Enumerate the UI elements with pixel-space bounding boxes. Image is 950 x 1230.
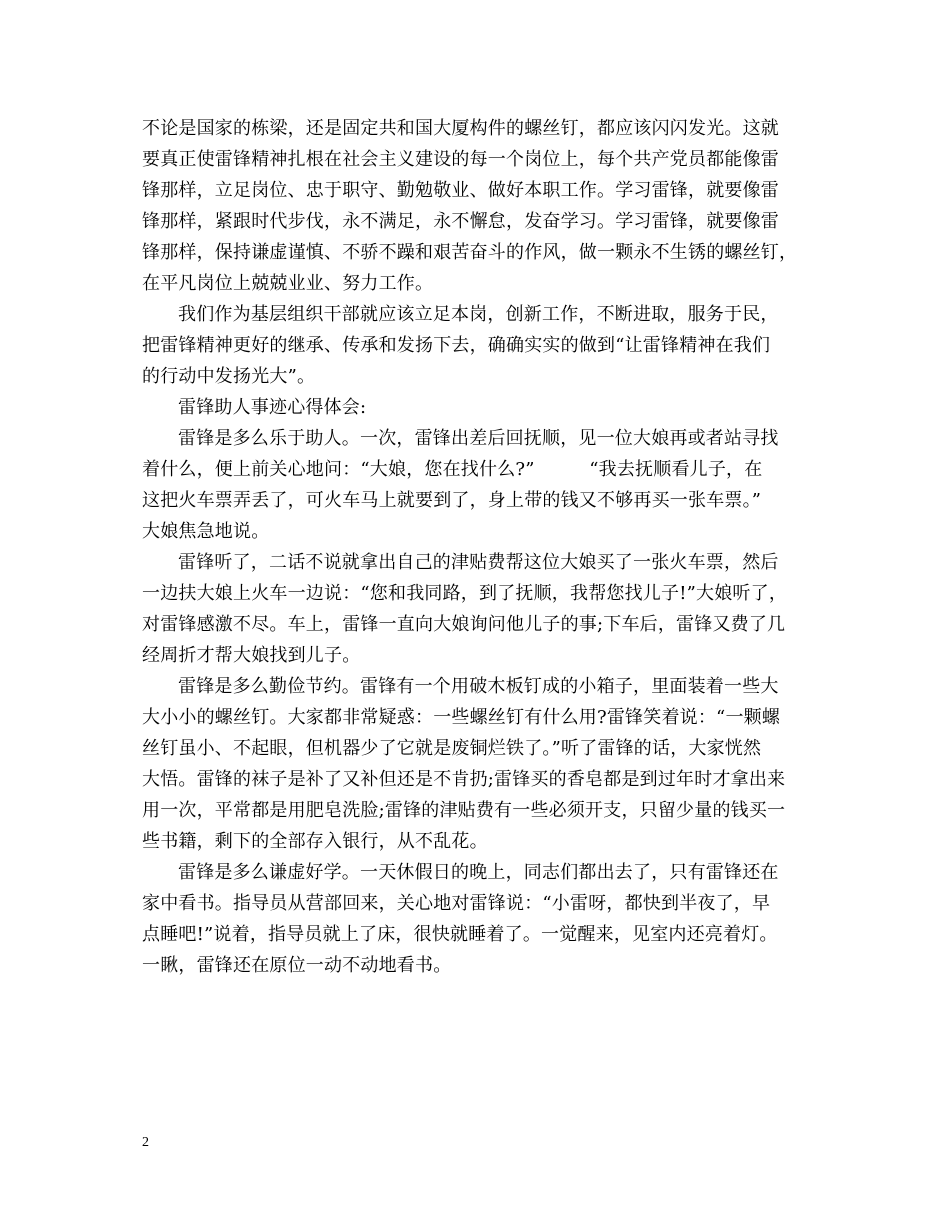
text-line: 要真正使雷锋精神扎根在社会主义建设的每一个岗位上，每个共产党员都能像雷 (142, 149, 779, 170)
text-line: 着什么，便上前关心地问：“大娘，您在找什么?” “我去抚顺看儿子，在 (142, 459, 763, 480)
paragraph-first-line: 雷锋是多么勤俭节约。雷锋有一个用破木板钉成的小箱子，里面装着一些大 (178, 676, 779, 697)
text-line: 锋那样，紧跟时代步伐，永不满足，永不懈怠，发奋学习。学习雷锋，就要像雷 (142, 211, 779, 232)
text-line: 的行动中发扬光大”。 (142, 366, 316, 387)
section-heading: 雷锋助人事迹心得体会: (178, 397, 367, 418)
text-line: 丝钉虽小、不起眼，但机器少了它就是废铜烂铁了。”听了雷锋的话，大家恍然 (142, 738, 762, 759)
text-line: 这把火车票弄丢了，可火车马上就要到了，身上带的钱又不够再买一张车票。” (142, 490, 762, 511)
text-line: 用一次，平常都是用肥皂洗脸;雷锋的津贴费有一些必须开支，只留少量的钱买一 (142, 800, 786, 821)
text-line: 经周折才帮大娘找到儿子。 (142, 645, 361, 666)
text-line: 大娘焦急地说。 (142, 521, 270, 542)
page-number: 2 (142, 1135, 149, 1150)
text-line: 对雷锋感激不尽。车上，雷锋一直向大娘询问他儿子的事;下车后，雷锋又费了几 (142, 614, 786, 635)
paragraph-first-line: 雷锋听了，二话不说就拿出自己的津贴费帮这位大娘买了一张火车票，然后 (178, 552, 779, 573)
text-line: 锋那样，保持谦虚谨慎、不骄不躁和艰苦奋斗的作风，做一颗永不生锈的螺丝钉， (142, 242, 798, 263)
paragraph-first-line: 雷锋是多么谦虚好学。一天休假日的晚上，同志们都出去了，只有雷锋还在 (178, 862, 779, 883)
text-line: 一边扶大娘上火车一边说：“您和我同路，到了抚顺，我帮您找儿子!”大娘听了， (142, 583, 788, 604)
text-line: 在平凡岗位上兢兢业业、努力工作。 (142, 273, 434, 294)
text-line: 大悟。雷锋的袜子是补了又补但还是不肯扔;雷锋买的香皂都是到过年时才拿出来 (142, 769, 786, 790)
text-line: 些书籍，剩下的全部存入银行，从不乱花。 (142, 831, 488, 852)
paragraph-first-line: 我们作为基层组织干部就应该立足本岗，创新工作，不断进取，服务于民， (178, 304, 779, 325)
body-text (142, 113, 820, 981)
text-line: 不论是国家的栋梁，还是固定共和国大厦构件的螺丝钉，都应该闪闪发光。这就 (142, 118, 779, 139)
text-line: 大小小的螺丝钉。大家都非常疑惑：一些螺丝钉有什么用?雷锋笑着说：“一颗螺 (142, 707, 781, 728)
text-line: 点睡吧!”说着，指导员就上了床，很快就睡着了。一觉醒来，见室内还亮着灯。 (142, 924, 778, 945)
text-line: 一瞅，雷锋还在原位一动不动地看书。 (142, 955, 452, 976)
text-line: 把雷锋精神更好的继承、传承和发扬下去，确确实实的做到“让雷锋精神在我们 (142, 335, 771, 356)
paragraph-first-line: 雷锋是多么乐于助人。一次，雷锋出差后回抚顺，见一位大娘再或者站寻找 (178, 428, 779, 449)
text-line: 家中看书。指导员从营部回来，关心地对雷锋说：“小雷呀，都快到半夜了，早 (142, 893, 771, 914)
text-line: 锋那样，立足岗位、忠于职守、勤勉敬业、做好本职工作。学习雷锋，就要像雷 (142, 180, 779, 201)
